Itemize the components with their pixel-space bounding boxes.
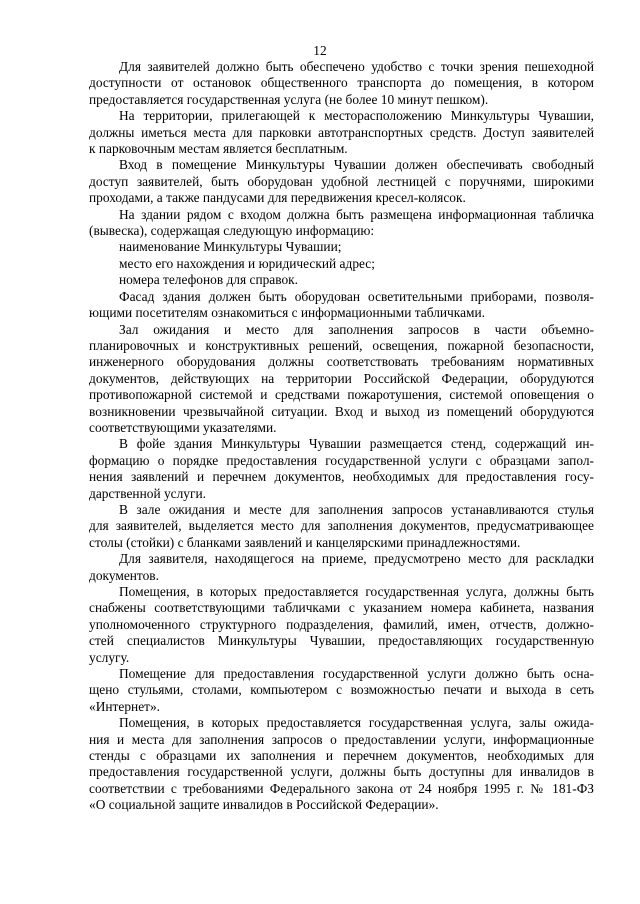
text-line: стей специалистов Минкультуры Чувашии, предоставляющих государственную xyxy=(89,633,594,649)
text-line: «Интернет». xyxy=(89,698,161,714)
paragraph xyxy=(89,207,594,240)
text-line: доступности от остановок общественного транспорта до помещения, в котором xyxy=(89,75,594,91)
text-line: уполномоченного структурного подразделения, фамилий, имен, отчеств, должно- xyxy=(89,616,594,632)
text-line: Фасад здания должен быть оборудован осветительными приборами, позволя- xyxy=(119,288,594,304)
text-line: соответствии с требованиями Федерального закона от 24 ноября 1995 г. № 181-ФЗ xyxy=(89,780,594,796)
paragraph xyxy=(89,256,594,272)
text-line: Для заявителей должно быть обеспечено удобство с точки зрения пешеходной xyxy=(119,59,594,74)
paragraph xyxy=(89,502,594,551)
text-line: проходами, а также пандусами для передвижения кресел-колясок. xyxy=(89,190,466,206)
text-line: соответствующими указателями. xyxy=(89,419,277,435)
text-line: возникновении чрезвычайной ситуации. Вход и выход из помещений оборудуются xyxy=(89,403,594,419)
text-line: услугу. xyxy=(89,649,130,665)
paragraph xyxy=(89,272,594,288)
text-line: ющими посетителям ознакомиться с информационными табличками. xyxy=(89,305,486,321)
text-line: предоставляется государственная услуга (не более 10 минут пешком). xyxy=(89,91,489,107)
paragraph xyxy=(89,715,594,813)
text-line: предоставления государственной услуги, должны быть доступны для инвалидов в xyxy=(89,764,594,780)
text-line: документов, действующих на территории Российской Федерации, оборудуются xyxy=(89,370,594,386)
text-line: «О социальной защите инвалидов в Российской Федерации». xyxy=(89,797,439,813)
text-line: планировочных и конструктивных решений, освещения, пожарной безопасности, xyxy=(89,337,594,353)
page-number: 12 xyxy=(313,43,327,58)
text-line: В фойе здания Минкультуры Чувашии размещается стенд, содержащий ин- xyxy=(119,436,594,452)
text-line: стенды с образцами их заполнения и перечнем документов, необходимых для xyxy=(89,748,594,764)
text-line: Зал ожидания и место для заполнения запросов в части объемно- xyxy=(119,321,594,337)
paragraph xyxy=(89,666,594,715)
paragraph xyxy=(89,59,594,108)
text-line: ния и места для заполнения запросов о предоставлении услуги, информационные xyxy=(89,731,594,747)
text-line: снабжены соответствующими табличками с указанием номера кабинета, названия xyxy=(89,600,594,616)
text-line: столы (стойки) с бланками заявлений и канцелярскими принадлежностями. xyxy=(89,534,521,550)
paragraph xyxy=(89,239,594,255)
text-line: щено стульями, столами, компьютером с возможностью печати и выхода в сеть xyxy=(89,682,594,698)
text-line: документов. xyxy=(89,567,159,583)
text-line: противопожарной системой и средствами пожаротушения, системой оповещения о xyxy=(89,387,594,403)
text-line: Для заявителя, находящегося на приеме, предусмотрено место для раскладки xyxy=(119,551,594,567)
text-line: (вывеска), содержащая следующую информацию: xyxy=(89,223,375,239)
text-line: доступ заявителей, быть оборудован удобной лестницей с поручнями, широкими xyxy=(89,173,594,189)
paragraph xyxy=(89,289,594,322)
text-line: наименование Минкультуры Чувашии; xyxy=(119,239,342,255)
paragraph xyxy=(89,584,594,666)
text-line: На здании рядом с входом должна быть размещена информационная табличка xyxy=(119,206,594,222)
text-line: Помещения, в которых предоставляется государственная услуга, залы ожида- xyxy=(119,715,594,731)
text-line: формацию о порядке предоставления государственной услуги с образцами запол- xyxy=(89,452,594,468)
text-line: номера телефонов для справок. xyxy=(119,272,299,288)
paragraph xyxy=(89,108,594,157)
text-line: нения заявлений и перечнем документов, необходимых для предоставления госу- xyxy=(89,469,594,485)
text-line: Вход в помещение Минкультуры Чувашии должен обеспечивать свободный xyxy=(119,157,594,173)
text-line: место его нахождения и юридический адрес; xyxy=(119,255,375,271)
text-line: должны иметься места для парковки автотранспортных средств. Доступ заявителей xyxy=(89,124,594,140)
text-line: для заявителей, выделяется место для заполнения документов, предусматривающее xyxy=(89,518,594,534)
text-line: На территории, прилегающей к месторасположению Минкультуры Чувашии, xyxy=(119,108,594,124)
paragraph xyxy=(89,551,594,584)
paragraph xyxy=(89,157,594,206)
paragraph xyxy=(89,436,594,502)
text-line: В зале ожидания и месте для заполнения запросов устанавливаются стулья xyxy=(119,501,594,517)
text-line: к парковочным местам является бесплатным. xyxy=(89,141,348,157)
paragraph xyxy=(89,322,594,437)
text-line: Помещения, в которых предоставляется государственная услуга, должны быть xyxy=(119,584,594,599)
text-line: Помещение для предоставления государственной услуги должно быть осна- xyxy=(119,666,594,682)
text-line: инженерного оборудования должны соответствовать требованиям нормативных xyxy=(89,354,594,370)
document-body xyxy=(89,59,594,814)
text-line: дарственной услуги. xyxy=(89,485,206,501)
